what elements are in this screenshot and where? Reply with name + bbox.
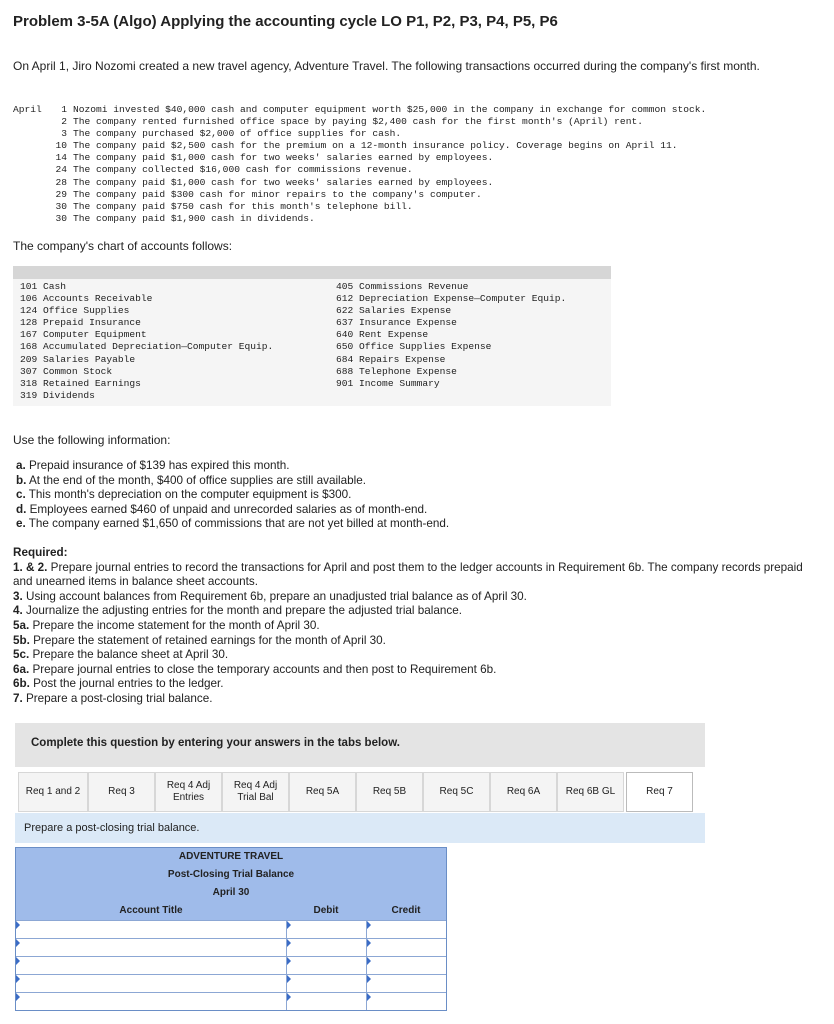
- instructions-text: Complete this question by entering your answers in the tabs below.: [31, 737, 400, 749]
- post-closing-trial-balance-table: [15, 847, 447, 1011]
- required-key: 4.: [13, 604, 23, 618]
- credit-input[interactable]: [367, 993, 446, 1010]
- account-entry: 319 Dividends: [20, 389, 95, 401]
- account-entry: 101 Cash: [20, 281, 67, 292]
- required-key: 5c.: [13, 648, 30, 662]
- info-key: d.: [16, 502, 27, 516]
- credit-cell: [366, 938, 446, 956]
- required-item: [13, 619, 813, 634]
- required-list: [13, 561, 813, 707]
- required-item: [13, 663, 813, 678]
- info-item: [16, 459, 449, 474]
- account-entry: 307 Common Stock: [20, 365, 113, 377]
- tab-req-5b[interactable]: Req 5B: [356, 772, 423, 812]
- accounts-right-column: [336, 281, 566, 390]
- debit-input[interactable]: [287, 975, 366, 992]
- required-label: Required:: [13, 546, 68, 559]
- tab-req-5a[interactable]: Req 5A: [289, 772, 356, 812]
- table-row: [16, 938, 446, 956]
- transaction-text: The company paid $300 cash for minor repairs to the company's computer.: [73, 188, 482, 200]
- accounts-left-column: [20, 281, 273, 402]
- transaction-month: April: [13, 104, 42, 115]
- required-text: Prepare journal entries to record the transactions for April and post them to the ledger accounts in Requirement 6b. The company records prepaid and unearned items in balance sheet accounts.: [13, 560, 803, 589]
- credit-cell: [366, 974, 446, 992]
- account-entry: 688 Telephone Expense: [336, 365, 457, 377]
- account-entry: 128 Prepaid Insurance: [20, 317, 141, 329]
- transaction-day: 10: [55, 140, 67, 152]
- debit-cell: [286, 992, 366, 1010]
- account-entry: 106 Accounts Receivable: [20, 293, 153, 305]
- account-title-input[interactable]: [16, 993, 286, 1010]
- transaction-text: The company paid $2,500 cash for the premium on a 12-month insurance policy. Coverage begins on April 11.: [73, 140, 678, 152]
- required-key: 6b.: [13, 677, 30, 691]
- account-entry: 168 Accumulated Depreciation—Computer Equip.: [20, 341, 274, 353]
- account-entry: 612 Depreciation Expense—Computer Equip.: [336, 293, 567, 305]
- transaction-day: 24: [55, 164, 67, 176]
- transaction-month: [13, 140, 53, 152]
- credit-cell: [366, 920, 446, 938]
- transaction-day: 28: [55, 176, 67, 188]
- account-entry: 124 Office Supplies: [20, 305, 130, 317]
- debit-cell: [286, 920, 366, 938]
- transaction-row: [13, 201, 706, 213]
- tab-req-4-adj-trial-bal[interactable]: Req 4 Adj Trial Bal: [222, 772, 289, 812]
- account-entry: 640 Rent Expense: [336, 329, 429, 341]
- tab-req-1-and-2[interactable]: Req 1 and 2: [18, 772, 88, 812]
- info-key: b.: [16, 473, 27, 487]
- transaction-text: The company collected $16,000 cash for commissions revenue.: [73, 164, 413, 176]
- transaction-month: [13, 213, 53, 225]
- debit-cell: [286, 938, 366, 956]
- table-row: [16, 956, 446, 974]
- required-text: Using account balances from Requirement 6b, prepare an unadjusted trial balance as of April 30.: [22, 589, 527, 603]
- info-text: The company earned $1,650 of commissions that are not yet billed at month-end.: [25, 517, 450, 531]
- debit-cell: [286, 974, 366, 992]
- required-item: [13, 634, 813, 649]
- tab-req-7[interactable]: Req 7: [626, 772, 693, 812]
- debit-input[interactable]: [287, 957, 366, 974]
- info-key: c.: [16, 488, 26, 502]
- tab-prompt-bar: [15, 813, 705, 843]
- transaction-row: [13, 152, 706, 164]
- transaction-row: [13, 128, 706, 140]
- account-entry: 622 Salaries Expense: [336, 305, 452, 317]
- transaction-row: [13, 116, 706, 128]
- required-text: Prepare the balance sheet at April 30.: [29, 648, 229, 662]
- col-debit: Debit: [313, 905, 339, 916]
- required-section: [13, 546, 813, 707]
- account-title-cell: [16, 992, 286, 1010]
- problem-title: Problem 3-5A (Algo) Applying the accounting cycle LO P1, P2, P3, P4, P5, P6: [13, 13, 558, 30]
- transaction-text: The company purchased $2,000 of office supplies for cash.: [73, 128, 402, 140]
- transaction-month: [13, 189, 53, 201]
- required-item: [13, 561, 813, 590]
- account-title-input[interactable]: [16, 975, 286, 992]
- transaction-day: 1: [61, 104, 67, 115]
- transaction-row: [13, 189, 706, 201]
- required-text: Journalize the adjusting entries for the month and prepare the adjusted trial balance.: [22, 604, 462, 618]
- required-text: Prepare the statement of retained earnings for the month of April 30.: [29, 633, 386, 647]
- transaction-month: [13, 201, 53, 213]
- account-entry: 684 Repairs Expense: [336, 353, 446, 365]
- statement-name: Post-Closing Trial Balance: [167, 869, 295, 880]
- transactions-list: [13, 104, 706, 225]
- tab-req-6a[interactable]: Req 6A: [490, 772, 557, 812]
- account-title-cell: [16, 974, 286, 992]
- required-key: 5a.: [13, 618, 30, 632]
- account-entry: 209 Salaries Payable: [20, 353, 136, 365]
- account-title-cell: [16, 956, 286, 974]
- transaction-day: 30: [55, 200, 67, 212]
- transaction-month: [13, 177, 53, 189]
- credit-input[interactable]: [367, 957, 446, 974]
- credit-cell: [366, 956, 446, 974]
- transaction-text: The company rented furnished office space by paying $2,400 cash for the first month's (April) rent.: [73, 116, 643, 128]
- required-item: [13, 590, 813, 605]
- use-info-heading: Use the following information:: [13, 433, 171, 447]
- info-item: [16, 474, 449, 489]
- info-text: At the end of the month, $400 of office supplies are still available.: [26, 473, 366, 487]
- info-text: This month's depreciation on the computer equipment is $300.: [25, 488, 352, 502]
- account-title-input[interactable]: [16, 921, 286, 938]
- credit-input[interactable]: [367, 975, 446, 992]
- account-entry: 318 Retained Earnings: [20, 377, 141, 389]
- required-item: [13, 604, 813, 619]
- info-item: [16, 503, 449, 518]
- tab-prompt-text: Prepare a post-closing trial balance.: [24, 822, 200, 834]
- transaction-month: [13, 116, 53, 128]
- transaction-text: The company paid $1,900 cash in dividends.: [73, 212, 315, 224]
- statement-date: April 30: [212, 887, 250, 898]
- required-key: 5b.: [13, 633, 30, 647]
- required-key: 6a.: [13, 662, 30, 676]
- account-entry: 637 Insurance Expense: [336, 317, 457, 329]
- col-account-title: Account Title: [119, 905, 183, 916]
- required-key: 7.: [13, 691, 23, 705]
- account-entry: 650 Office Supplies Expense: [336, 341, 492, 353]
- transaction-day: 30: [55, 212, 67, 224]
- transaction-row: [13, 164, 706, 176]
- transaction-month: [13, 164, 53, 176]
- debit-cell: [286, 956, 366, 974]
- account-entry: 405 Commissions Revenue: [336, 281, 469, 292]
- account-entry: 167 Computer Equipment: [20, 329, 147, 341]
- transaction-text: Nozomi invested $40,000 cash and computer equipment worth $25,000 in the company in exchange for common stock.: [73, 104, 707, 115]
- col-credit: Credit: [391, 905, 421, 916]
- info-item: [16, 488, 449, 503]
- company-name: ADVENTURE TRAVEL: [178, 851, 284, 862]
- required-text: Post the journal entries to the ledger.: [29, 677, 224, 691]
- intro-text: On April 1, Jiro Nozomi created a new travel agency, Adventure Travel. The following transactions occurred during the company's first month.: [13, 59, 760, 73]
- chart-header-bar: [13, 266, 611, 279]
- transaction-day: 3: [61, 128, 67, 140]
- required-text: Prepare the income statement for the month of April 30.: [29, 618, 320, 632]
- transaction-row: [13, 140, 706, 152]
- credit-cell: [366, 992, 446, 1010]
- debit-input[interactable]: [287, 993, 366, 1010]
- table-row: [16, 992, 446, 1010]
- info-item: [16, 517, 449, 532]
- info-text: Employees earned $460 of unpaid and unrecorded salaries as of month-end.: [26, 502, 428, 516]
- required-item: [13, 677, 813, 692]
- info-text: Prepaid insurance of $139 has expired this month.: [25, 459, 290, 472]
- debit-input[interactable]: [287, 939, 366, 956]
- required-text: Prepare a post-closing trial balance.: [22, 691, 213, 705]
- tab-req-5c[interactable]: Req 5C: [423, 772, 490, 812]
- table-row: [16, 920, 446, 938]
- account-entry: 901 Income Summary: [336, 377, 440, 389]
- transaction-month: [13, 152, 53, 164]
- requirement-tabs: [15, 772, 705, 813]
- account-title-input[interactable]: [16, 957, 286, 974]
- transaction-month: [13, 128, 53, 140]
- info-key: a.: [16, 459, 26, 472]
- adjustment-info-list: [16, 459, 449, 532]
- required-item: [13, 692, 813, 707]
- transaction-day: 29: [55, 188, 67, 200]
- transaction-text: The company paid $750 cash for this month's telephone bill.: [73, 200, 413, 212]
- tab-req-3[interactable]: Req 3: [88, 772, 155, 812]
- transaction-row: [13, 213, 706, 225]
- required-key: 3.: [13, 589, 23, 603]
- required-item: [13, 648, 813, 663]
- transaction-row: [13, 177, 706, 189]
- debit-input[interactable]: [287, 921, 366, 938]
- transaction-text: The company paid $1,000 cash for two weeks' salaries earned by employees.: [73, 152, 494, 164]
- credit-input[interactable]: [367, 921, 446, 938]
- tab-req-6b-gl[interactable]: Req 6B GL: [557, 772, 624, 812]
- account-title-cell: [16, 920, 286, 938]
- transaction-day: 2: [61, 116, 67, 128]
- transaction-text: The company paid $1,000 cash for two weeks' salaries earned by employees.: [73, 176, 494, 188]
- table-row: [16, 974, 446, 992]
- credit-input[interactable]: [367, 939, 446, 956]
- account-title-cell: [16, 938, 286, 956]
- required-text: Prepare journal entries to close the temporary accounts and then post to Requirement 6b.: [29, 662, 497, 676]
- transaction-row: [13, 104, 706, 116]
- info-key: e.: [16, 517, 26, 531]
- account-title-input[interactable]: [16, 939, 286, 956]
- instructions-banner: [15, 723, 705, 767]
- tab-req-4-adj-entries[interactable]: Req 4 Adj Entries: [155, 772, 222, 812]
- chart-of-accounts: [13, 266, 611, 406]
- chart-intro: The company's chart of accounts follows:: [13, 239, 233, 253]
- required-key: 1. & 2.: [13, 560, 48, 574]
- transaction-day: 14: [55, 152, 67, 164]
